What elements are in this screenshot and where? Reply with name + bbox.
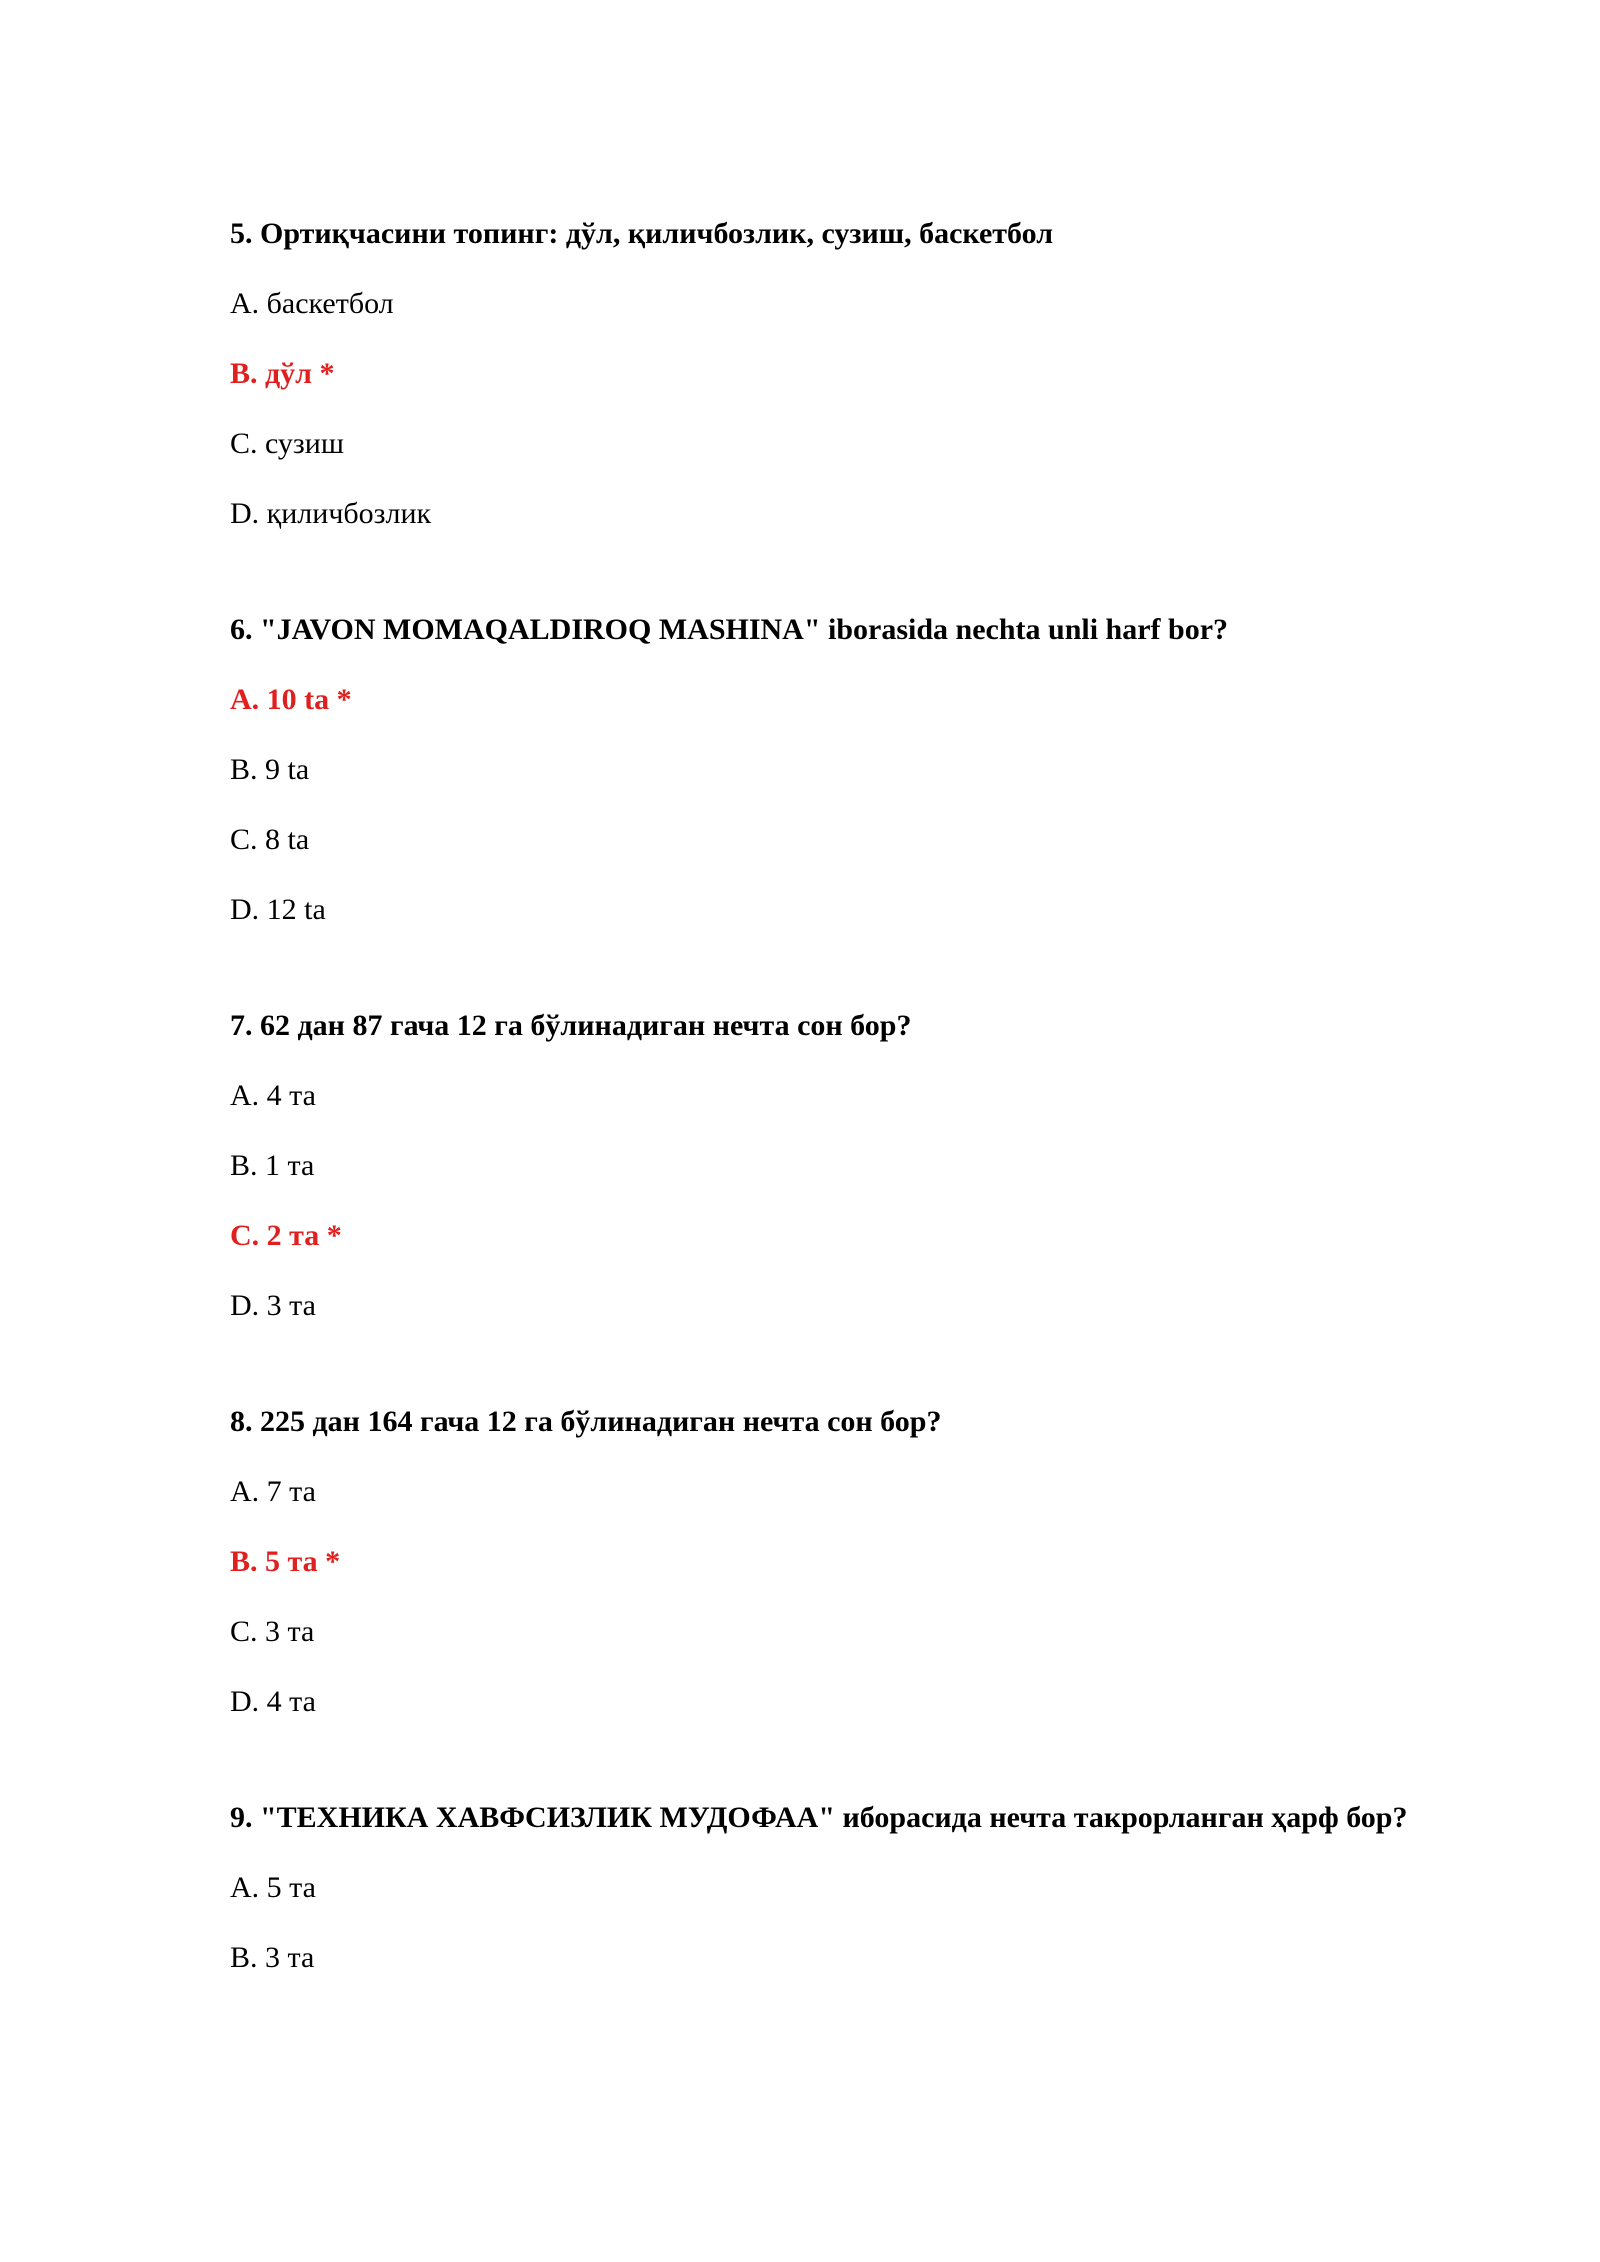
answer-option: A. 4 та: [230, 1079, 316, 1112]
question-5: [230, 212, 1470, 536]
correct-answer-option: B. дўл *: [230, 357, 335, 390]
answer-option: A. 5 та: [230, 1871, 316, 1904]
answer-option: A. 7 та: [230, 1475, 316, 1508]
question-text: 7. 62 дан 87 гача 12 га бўлинадиган нечта сон бор?: [230, 1009, 912, 1042]
correct-answer-option: A. 10 ta *: [230, 683, 352, 716]
answer-option: B. 3 та: [230, 1941, 315, 1974]
answer-option: A. баскетбол: [230, 287, 394, 320]
question-7: [230, 1004, 1470, 1328]
answer-option: B. 9 ta: [230, 753, 310, 786]
quiz-page: [230, 212, 1470, 2052]
answer-option: B. 1 та: [230, 1149, 315, 1182]
question-8: [230, 1400, 1470, 1724]
question-6: [230, 608, 1470, 932]
question-text: 9. "ТЕХНИКА ХАВФСИЗЛИК МУДОФАА" иборасида нечта такрорланган ҳарф бор?: [230, 1801, 1408, 1834]
question-text: 5. Ортиқчасини топинг: дўл, қиличбозлик, сузиш, баскетбол: [230, 217, 1054, 250]
answer-option: D. 4 та: [230, 1685, 316, 1718]
answer-option: D. 12 ta: [230, 893, 326, 926]
answer-option: D. 3 та: [230, 1289, 316, 1322]
correct-answer-option: C. 2 та *: [230, 1219, 342, 1252]
correct-answer-option: B. 5 та *: [230, 1545, 341, 1578]
answer-option: C. 8 ta: [230, 823, 310, 856]
question-9: [230, 1796, 1470, 1980]
question-text: 6. "JAVON MOMAQALDIROQ MASHINA" iborasida nechta unli harf bor?: [230, 613, 1229, 646]
question-text: 8. 225 дан 164 гача 12 га бўлинадиган нечта сон бор?: [230, 1405, 942, 1438]
answer-option: C. 3 та: [230, 1615, 315, 1648]
answer-option: D. қиличбозлик: [230, 497, 432, 530]
answer-option: C. сузиш: [230, 427, 344, 460]
